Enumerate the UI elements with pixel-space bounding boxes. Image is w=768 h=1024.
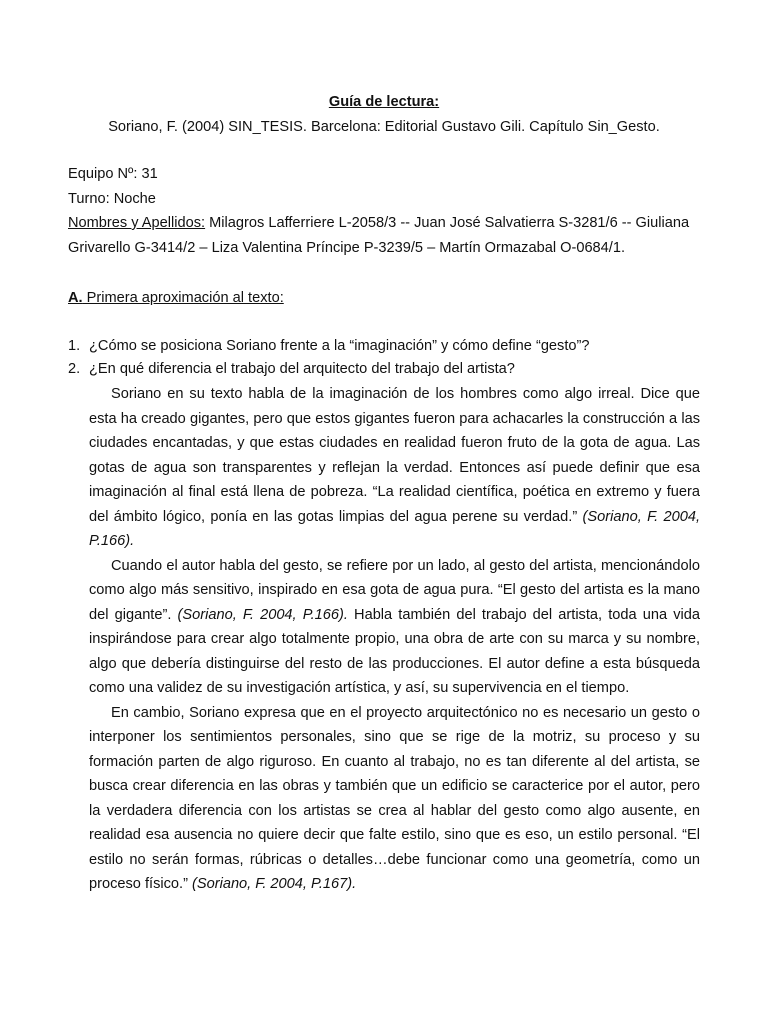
question-text: ¿Cómo se posiciona Soriano frente a la “imaginación” y cómo define “gesto”?: [89, 338, 590, 354]
team-line: [68, 164, 708, 184]
question-number: 1.: [68, 338, 81, 354]
team-value: 31: [137, 166, 158, 182]
question-number: 2.: [68, 361, 81, 377]
question-item: [68, 336, 708, 356]
section-letter: A.: [68, 290, 83, 306]
shift-label: Turno:: [68, 191, 110, 207]
names-colon: :: [201, 215, 206, 231]
names-line-1: [68, 213, 708, 233]
names-value-1: Milagros Lafferriere L-2058/3 -- Juan José Salvatierra S-3281/6 -- Giuliana: [205, 215, 690, 231]
names-label: Nombres y Apellidos: [68, 215, 202, 231]
paragraph-text: Soriano en su texto habla de la imaginación de los hombres como algo irreal. Dice que esta ha creado gigantes, pero que estos gigantes fueron para achacarles la construcción a las ciudades encantadas, y que estas ciudades en realidad fueron fruto de la gota de agua. Las gotas de agua son transparentes y reflejan la verdad. Entonces así puede definir que esa imaginación al final está llena de pobreza. “La realidad científica, poética en extremo y fuera del ámbito lógico, ponía en las gotas limpias del agua perene su verdad.”: [89, 386, 700, 525]
names-value-2: Grivarello G-3414/2 – Liza Valentina Príncipe P-3239/5 – Martín Ormazabal O-0684/1.: [68, 240, 626, 256]
section-heading: [68, 288, 284, 308]
shift-value: Noche: [109, 191, 156, 207]
answer-body: [89, 382, 700, 897]
team-label: Equipo Nº:: [68, 166, 138, 182]
question-text: ¿En qué diferencia el trabajo del arquitecto del trabajo del artista?: [89, 361, 515, 377]
answer-paragraph-2: [89, 554, 700, 701]
paragraph-citation: (Soriano, F. 2004, P.167).: [192, 876, 357, 892]
names-line-2: [68, 238, 708, 258]
answer-paragraph-3: [89, 701, 700, 897]
paragraph-citation: (Soriano, F. 2004, P.166).: [177, 606, 348, 623]
paragraph-text: Habla también del trabajo del artista, toda una vida inspirándose para crear algo totalmente propio, una obra de arte con su marca y su nombre, algo que debería distinguirse del resto de las producciones. El autor define a esta búsqueda como una validez de su investigación artística, y así, su supervivencia en el tiempo.: [89, 606, 700, 696]
paragraph-text: En cambio, Soriano expresa que en el proyecto arquitectónico no es necesario un gesto o interponer los sentimientos personales, sino que se rige de la motriz, su proceso y su formación parten de algo riguroso. En cuanto al trabajo, no es tan diferente al del artista, se busca crear diferencia en las obras y también que un edificio se caracterice por el autor, pero la verdadera diferencia con los artistas se crea al hablar del gesto como algo ausente, en realidad esa ausencia no quiere decir que falte estilo, sino que es eso, un estilo personal. “El estilo no serán formas, rúbricas o detalles…debe funcionar como una geometría, como un proceso físico.”: [89, 704, 700, 892]
answer-paragraph-1: [89, 382, 700, 554]
paragraph-text: Cuando el autor habla del gesto, se refiere por un lado, al gesto del artista, mencionándolo como algo más sensitivo, inspirado en esa gota de agua pura. “El gesto del artista es la mano del gigante”.: [89, 557, 700, 623]
section-title: Primera aproximación al texto:: [82, 290, 284, 306]
shift-line: [68, 189, 708, 209]
book-citation: Soriano, F. (2004) SIN_TESIS. Barcelona: Editorial Gustavo Gili. Capítulo Sin_Gesto.: [108, 119, 660, 135]
document-title: Guía de lectura:: [328, 94, 440, 110]
paragraph-citation: (Soriano, F. 2004, P.166).: [89, 508, 701, 549]
question-item: [68, 359, 708, 379]
